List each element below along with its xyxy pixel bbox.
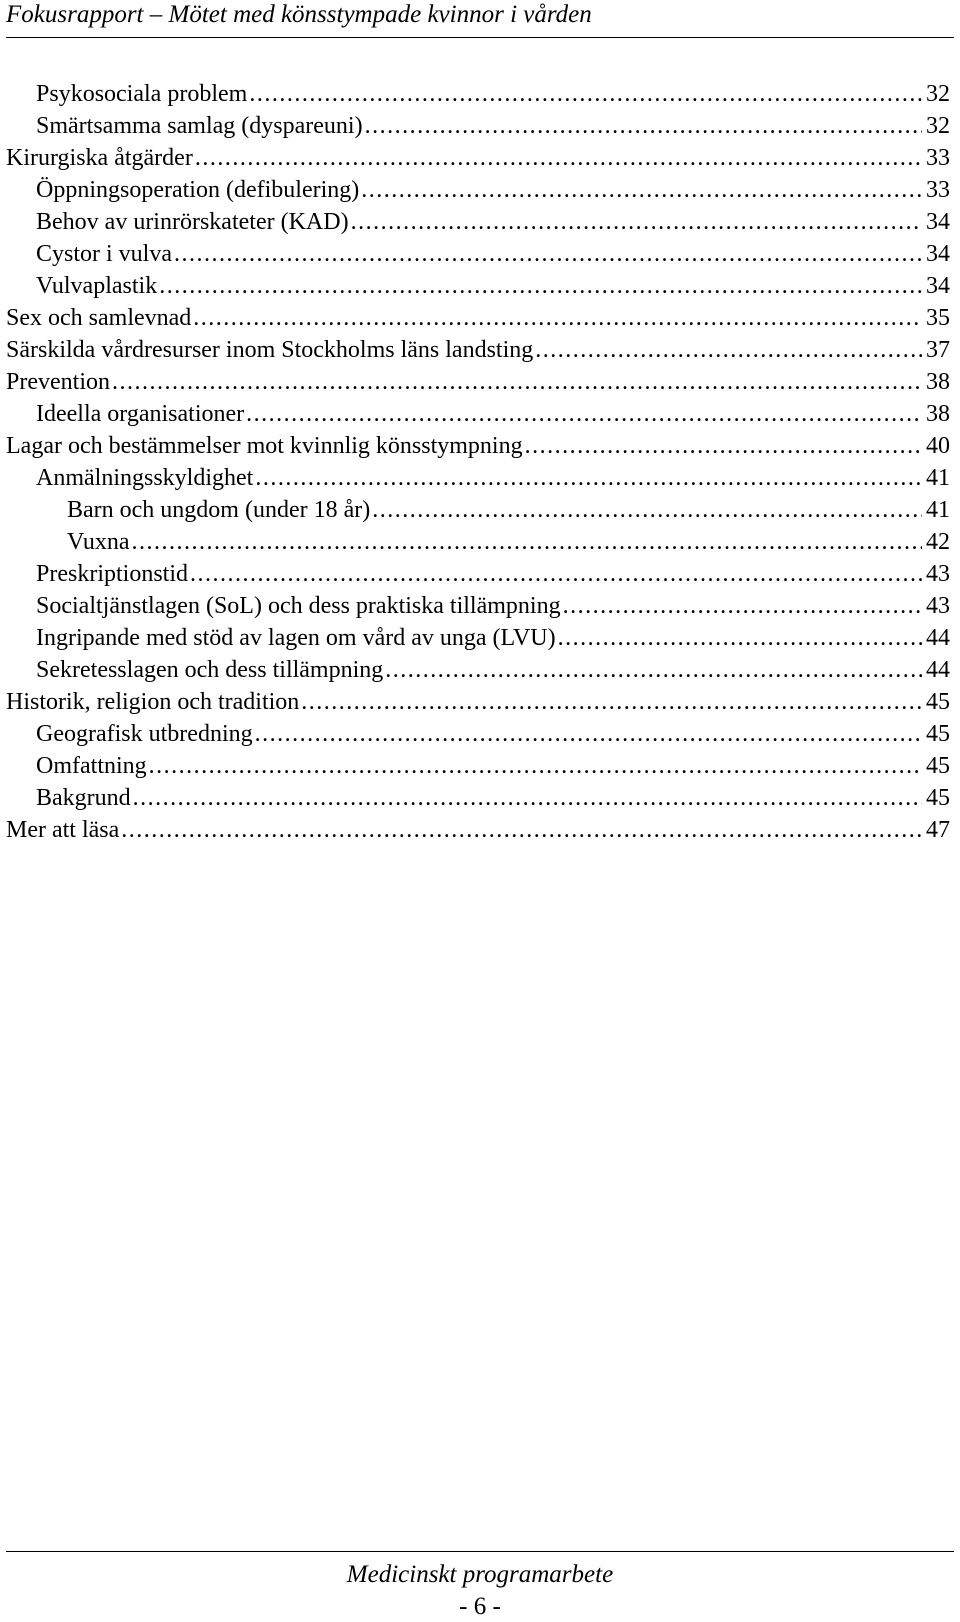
toc-entry-label: Geografisk utbredning [36,721,253,747]
toc-entry-page: 38 [926,369,950,395]
toc-entry-page: 40 [926,433,950,459]
toc-entry[interactable] [6,524,950,556]
toc-dot-leader [174,240,922,268]
toc-dot-leader [246,400,922,428]
toc-entry-page: 43 [926,561,950,587]
toc-entry[interactable] [6,204,950,236]
toc-entry-label: Historik, religion och tradition [6,689,300,715]
toc-entry-label: Smärtsamma samlag (dyspareuni) [36,113,363,139]
toc-entry[interactable] [6,460,950,492]
toc-entry-page: 42 [926,529,950,555]
toc-entry-page: 33 [926,145,950,171]
toc-dot-leader [301,688,922,716]
toc-entry[interactable] [6,396,950,428]
toc-dot-leader [149,752,922,780]
toc-entry-label: Bakgrund [36,785,131,811]
footer-page-number: - 6 - [459,1593,501,1620]
toc-entry[interactable] [6,108,950,140]
toc-dot-leader [525,432,922,460]
toc-dot-leader [132,528,922,556]
toc-entry-page: 34 [926,273,950,299]
toc-dot-leader [121,816,922,844]
page-footer [6,1551,954,1620]
toc-entry[interactable] [6,140,950,172]
table-of-contents [6,76,950,844]
toc-entry-page: 32 [926,113,950,139]
toc-dot-leader [255,720,922,748]
toc-dot-leader [195,144,922,172]
toc-dot-leader [112,368,922,396]
toc-dot-leader [563,592,922,620]
toc-entry-label: Barn och ungdom (under 18 år) [67,497,371,523]
toc-entry-page: 41 [926,497,950,523]
toc-entry-label: Behov av urinrörskateter (KAD) [36,209,349,235]
toc-entry[interactable] [6,556,950,588]
toc-entry[interactable] [6,780,950,812]
toc-entry-label: Vuxna [67,529,130,555]
toc-entry[interactable] [6,172,950,204]
toc-entry-label: Cystor i vulva [36,241,172,267]
toc-entry[interactable] [6,428,950,460]
toc-entry-page: 43 [926,593,950,619]
toc-entry-page: 45 [926,721,950,747]
toc-dot-leader [351,208,922,236]
toc-entry[interactable] [6,492,950,524]
toc-dot-leader [249,80,922,108]
toc-entry-page: 33 [926,177,950,203]
toc-entry[interactable] [6,684,950,716]
toc-dot-leader [385,656,922,684]
toc-entry-label: Psykosociala problem [36,81,248,107]
toc-entry[interactable] [6,76,950,108]
toc-dot-leader [365,112,922,140]
toc-entry-page: 32 [926,81,950,107]
toc-dot-leader [361,176,922,204]
toc-entry-page: 41 [926,465,950,491]
toc-entry-label: Vulvaplastik [36,273,158,299]
toc-entry-page: 44 [926,657,950,683]
page-header [6,0,954,38]
toc-dot-leader [535,336,922,364]
toc-entry-page: 37 [926,337,950,363]
toc-entry-page: 35 [926,305,950,331]
toc-entry-label: Sex och samlevnad [6,305,192,331]
toc-entry-label: Särskilda vårdresurser inom Stockholms läns landsting [6,337,534,363]
toc-entry-page: 38 [926,401,950,427]
toc-entry-label: Sekretesslagen och dess tillämpning [36,657,384,683]
toc-entry[interactable] [6,716,950,748]
toc-dot-leader [159,272,922,300]
footer-text: Medicinskt programarbete [346,1561,614,1588]
toc-entry-page: 45 [926,785,950,811]
header-title: Fokusrapport – Mötet med könsstympade kvinnor i vården [6,1,592,28]
toc-dot-leader [558,624,922,652]
toc-entry[interactable] [6,620,950,652]
toc-dot-leader [372,496,922,524]
toc-entry-label: Preskriptionstid [36,561,189,587]
toc-dot-leader [255,464,922,492]
toc-entry-label: Anmälningsskyldighet [36,465,254,491]
toc-entry[interactable] [6,236,950,268]
toc-entry-label: Omfattning [36,753,147,779]
toc-entry[interactable] [6,300,950,332]
toc-entry-page: 45 [926,689,950,715]
toc-entry-label: Kirurgiska åtgärder [6,145,193,171]
toc-entry-page: 34 [926,241,950,267]
toc-entry[interactable] [6,748,950,780]
toc-entry-page: 34 [926,209,950,235]
toc-entry[interactable] [6,268,950,300]
toc-entry-label: Lagar och bestämmelser mot kvinnlig könsstympning [6,433,523,459]
toc-entry-label: Ideella organisationer [36,401,245,427]
toc-entry-label: Prevention [6,369,110,395]
toc-entry-page: 47 [926,817,950,843]
toc-dot-leader [190,560,922,588]
toc-entry[interactable] [6,812,950,844]
toc-entry-label: Mer att läsa [6,817,120,843]
toc-entry-label: Öppningsoperation (defibulering) [36,177,360,203]
toc-entry-page: 45 [926,753,950,779]
toc-entry[interactable] [6,652,950,684]
toc-entry[interactable] [6,332,950,364]
toc-entry[interactable] [6,364,950,396]
toc-entry[interactable] [6,588,950,620]
toc-entry-label: Ingripande med stöd av lagen om vård av unga (LVU) [36,625,556,651]
toc-entry-page: 44 [926,625,950,651]
toc-dot-leader [133,784,922,812]
toc-entry-label: Socialtjänstlagen (SoL) och dess praktiska tillämpning [36,593,561,619]
toc-dot-leader [193,304,922,332]
